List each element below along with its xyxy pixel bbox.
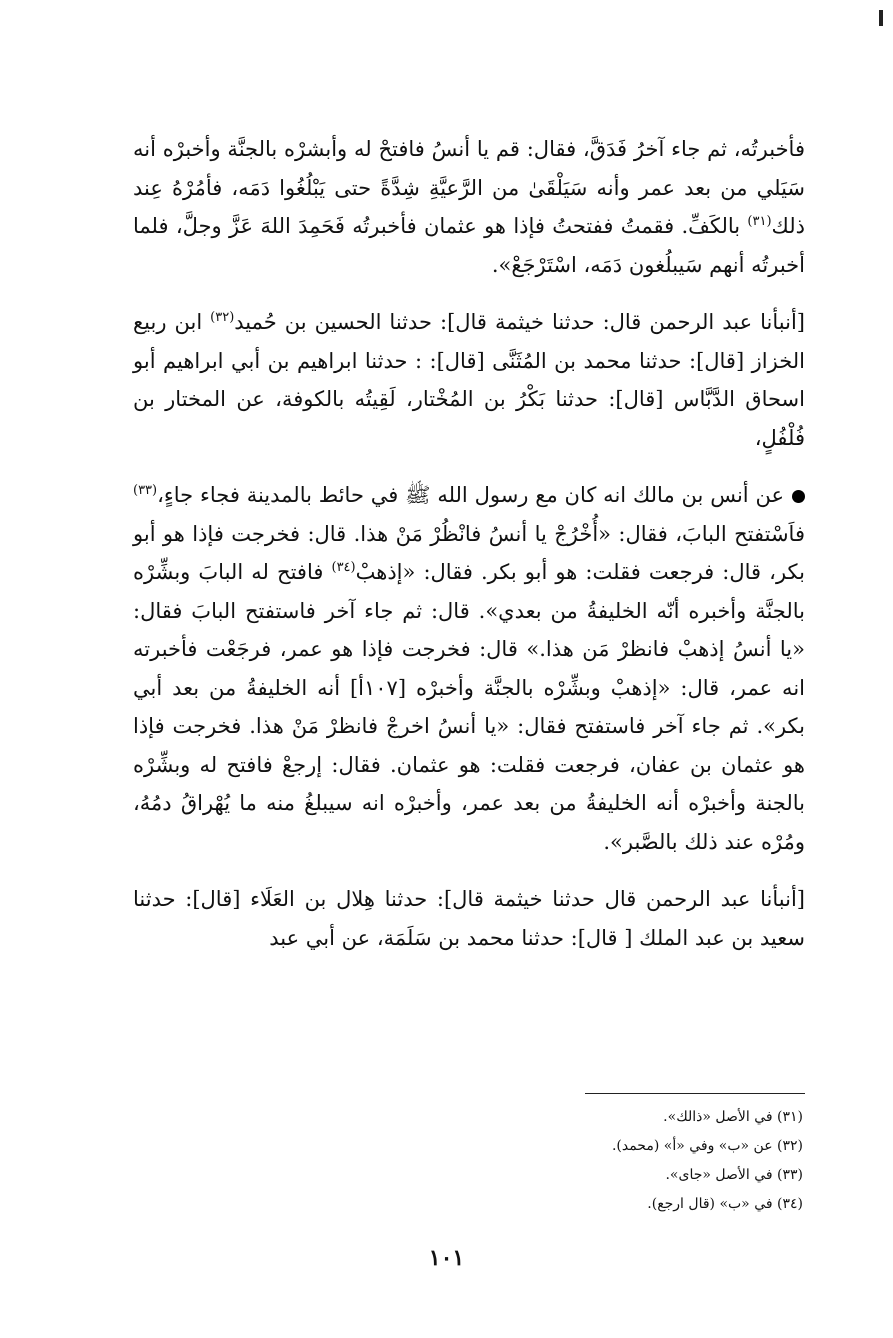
paragraph-narration xyxy=(133,130,805,284)
paragraph-hadith xyxy=(133,476,805,861)
footnote-item: (٣٣) في الأصل «جاى». xyxy=(665,1167,803,1183)
paragraph-text: فأخبرتُه، ثم جاء آخرُ فَدَقَّ، فقال: قم يا أنسُ فافتحْ له وأبشرْه بالجنَّة وأخبرْه أنه سَيَلي من بعد عمر وأنه سَيَلْقَىٰ من الرَّعيَّةِ شِدَّةً حتى يَبْلُغُوا دَمَه، فأمُرْهُ عِند ذلك xyxy=(133,137,805,238)
footnote-marker[interactable]: (٣٢) xyxy=(210,310,235,325)
paragraph-text-continued: بالكَفِّ. فقمتُ ففتحتُ فإذا هو عثمان فأخبرتُه فَحَمِدَ اللهَ عَزَّ وجلَّ، فلما أخبرتُه أنهم سَيبلُغون دَمَه، اسْتَرْجَعْ». xyxy=(133,214,805,277)
footnote-divider xyxy=(585,1093,805,1094)
footnote-item: (٣٤) في «ب» (قال ارجع). xyxy=(647,1196,803,1212)
scan-edge-mark xyxy=(879,10,883,26)
bullet-icon xyxy=(792,490,805,503)
paragraph-text: [أنبأنا عبد الرحمن قال حدثنا خيثمة قال]: حدثنا هِلال بن العَلَاء [قال]: حدثنا سعيد بن عبد الملك [ قال]: حدثنا محمد بن سَلَمَة، عن أبي عبد xyxy=(133,887,805,950)
footnote-marker[interactable]: (٣٤) xyxy=(331,560,356,575)
footnote-marker[interactable]: (٣٣) xyxy=(133,483,158,498)
paragraph-text-continued: فاَسْتفتح البابَ، فقال: «أُخْرُجْ يا أنسُ فانْظُرْ مَنْ هذا. قال: فخرجت فإذا هو أبو بكر، قال: فرجعت فقلت: هو أبو بكر. فقال: «إذهبْ xyxy=(133,521,805,584)
paragraph-text-continued: ابن ربيع الخزاز [قال]: حدثنا محمد بن المُثَنَّى [قال]: : حدثنا ابراهيم بن أبي ابراهيم أبو اسحاق الدَّبَّاس [قال]: حدثنا بَكْرُ بن المُخْتار، لَقِيتُه بالكوفة، عن المختار بن فُلْفُلٍ، xyxy=(133,310,805,450)
paragraph-isnad xyxy=(133,303,805,457)
page-number: ١٠١ xyxy=(428,1245,465,1271)
paragraph-text: عن أنس بن مالك انه كان مع رسول الله ﷺ في حائط بالمدينة فجاء جاءٍ، xyxy=(157,483,784,507)
footnote-item: (٣١) في الأصل «ذالك». xyxy=(663,1109,803,1125)
footnote-item: (٣٢) عن «ب» وفي «أ» (محمد). xyxy=(611,1138,803,1154)
footnotes-list xyxy=(133,1103,803,1219)
footnote-marker[interactable]: (٣١) xyxy=(747,214,772,229)
main-text xyxy=(133,130,805,976)
paragraph-text: [أنبأنا عبد الرحمن قال: حدثنا خيثمة قال]: حدثنا الحسين بن حُميد xyxy=(234,310,805,334)
paragraph-text-continued: فافتح له البابَ وبشِّرْه بالجنَّة وأخبره أنّه الخليفةُ من بعدي». قال: ثم جاء آخر فاستفتح البابَ فقال: «يا أنسُ إذهبْ فانظرْ مَن هذا.» قال: فخرجت فإذا هو عمر، فرجَعْت فأخبرته انه عمر، قال: «إذهبْ وبشِّرْه بالجنَّة وأخبرْه [١٠٧أ] أنه الخليفةُ من بعد أبي بكر». ثم جاء آخر فاستفتح فقال: «يا أنسُ اخرجْ فانظرْ مَنْ هذا. فخرجت فإذا هو عثمان بن عفان، فرجعت فقلت: هو عثمان. فقال: إرجعْ فافتح له وبشِّرْه بالجنة وأخبرْه أنه الخليفةُ من بعد عمر، وأخبرْه انه سيبلغُ منه ما يُهْراقُ دمُهُ، ومُرْه عند ذلك بالصَّبر». xyxy=(133,560,805,854)
paragraph-isnad xyxy=(133,880,805,957)
